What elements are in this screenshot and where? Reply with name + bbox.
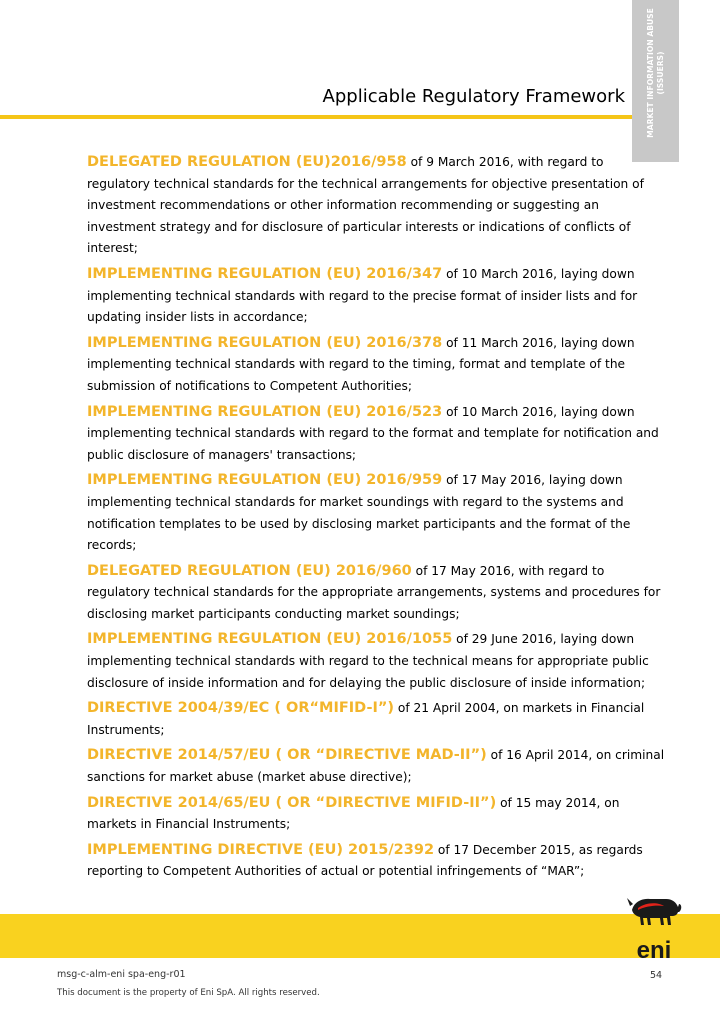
regulation-title: IMPLEMENTING REGULATION (EU) 2016/959 [87,472,443,489]
regulation-description: of 17 May 2016, with regard to regulatory technical standards for the appropriate arrangements, systems and procedures for disclosing market participants conducting market soundings; [87,563,661,621]
list-item [87,793,667,836]
side-tab [632,0,679,162]
regulation-title: IMPLEMENTING REGULATION (EU) 2016/378 [87,334,443,351]
list-item [87,561,667,626]
regulation-title: IMPLEMENTING REGULATION (EU) 2016/1055 [87,631,453,648]
page-number: 54 [650,970,663,981]
regulation-description: of 9 March 2016, with regard to regulatory technical standards for the technical arrangements for objective presentation of investment recommendations or other information recommending or suggesting an investment strategy and for disclosure of particular interests or indications of conflicts of interest; [87,155,644,256]
list-item [87,470,667,556]
footer-band [0,914,720,958]
regulation-description: of 16 April 2014, on criminal sanctions for market abuse (market abuse directive); [87,748,665,785]
list-item [87,152,667,260]
regulation-description: of 17 December 2015, as regards reporting to Competent Authorities of actual or potential infringements of “MAR”; [87,842,643,879]
regulation-title: IMPLEMENTING DIRECTIVE (EU) 2015/2392 [87,841,435,858]
regulation-description: of 10 March 2016, laying down implementing technical standards with regard to the precise format of insider lists and for updating insider lists in accordance; [87,266,638,325]
regulation-description: of 11 March 2016, laying down implementing technical standards with regard to the timing, format and template of the submission of notifications to Competent Authorities; [87,335,635,393]
regulation-title: IMPLEMENTING REGULATION (EU) 2016/523 [87,403,443,420]
regulation-title: DIRECTIVE 2014/57/EU ( OR “DIRECTIVE MAD-II”) [87,747,487,764]
list-item [87,745,667,788]
regulation-description: of 17 May 2016, laying down implementing technical standards for market soundings with regard to the systems and notification templates to be used by disclosing market participants and the format of the records; [87,473,631,553]
logo-text: eni [636,937,672,964]
regulation-title: IMPLEMENTING REGULATION (EU) 2016/347 [87,265,443,282]
eni-logo [626,888,682,966]
six-legged-dog-icon [627,898,681,925]
title-rule [0,115,632,119]
list-item [87,402,667,467]
regulation-description: of 29 June 2016, laying down implementing technical standards with regard to the technical means for appropriate public disclosure of inside information and for delaying the public disclosure of inside information; [87,632,649,690]
list-item [87,333,667,398]
regulation-description: of 21 April 2004, on markets in Financial Instruments; [87,701,645,737]
list-item [87,264,667,329]
regulation-list [87,152,667,887]
regulation-title: DIRECTIVE 2004/39/EC ( OR“MIFID-I”) [87,700,395,717]
page-title: Applicable Regulatory Framework [322,86,625,107]
list-item [87,629,667,694]
list-item [87,840,667,883]
regulation-title: DELEGATED REGULATION (EU)2016/958 [87,154,407,170]
copyright-note: This document is the property of Eni SpA. All rights reserved. [57,988,320,998]
regulation-title: DIRECTIVE 2014/65/EU ( OR “DIRECTIVE MIFID-II”) [87,794,497,811]
regulation-title: DELEGATED REGULATION (EU) 2016/960 [87,562,412,579]
side-tab-label: MARKET INFORMATION ABUSE (ISSUERS) [645,8,665,138]
regulation-description: of 10 March 2016, laying down implementing technical standards with regard to the format and template for notification and public disclosure of managers' transactions; [87,404,659,462]
list-item [87,698,667,741]
doc-code: msg-c-alm-eni spa-eng-r01 [57,969,186,980]
regulation-description: of 15 may 2014, on markets in Financial Instruments; [87,795,620,832]
